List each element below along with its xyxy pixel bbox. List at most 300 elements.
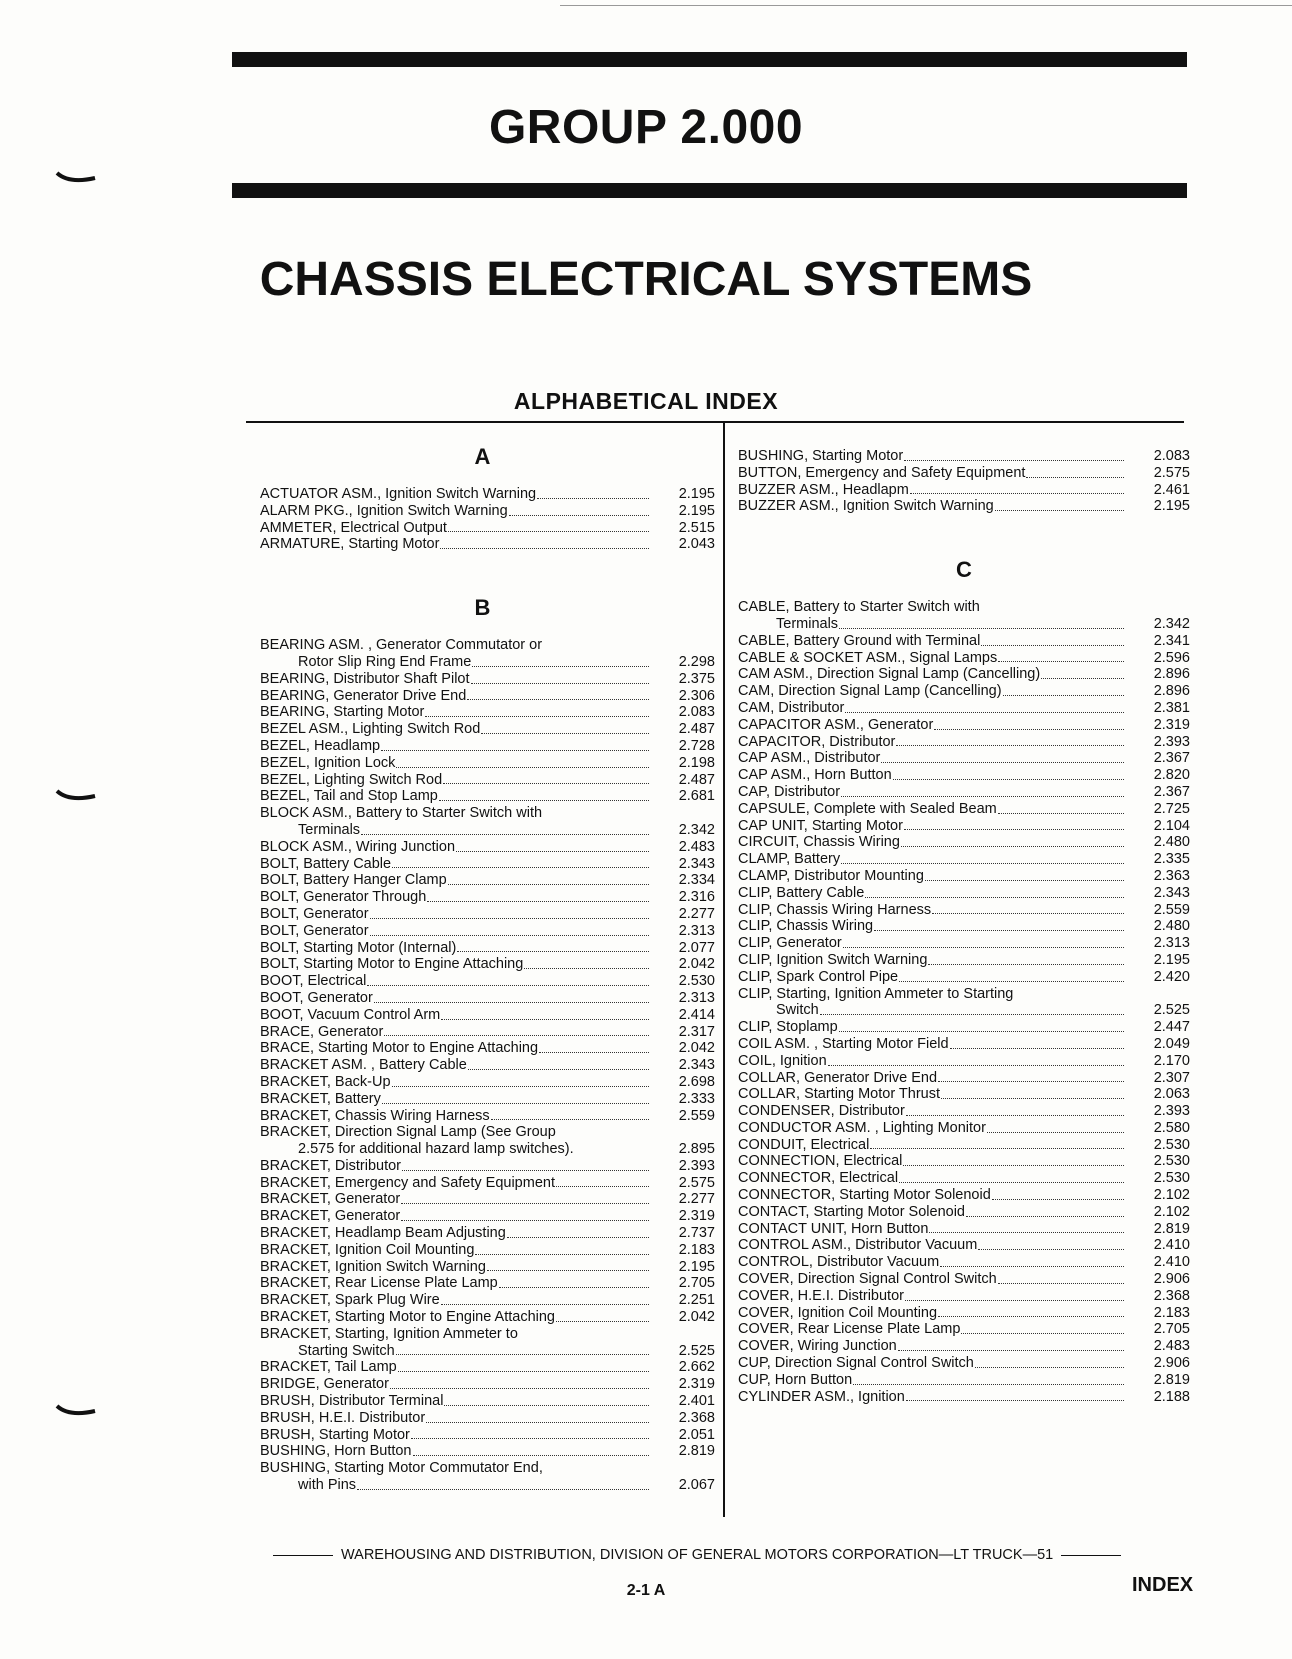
dot-leader — [932, 913, 1124, 914]
index-entry-page: 2.596 — [1153, 649, 1190, 666]
index-entry-text: CONTROL, Distributor Vacuum — [738, 1254, 940, 1271]
index-entry-page: 2.277 — [678, 905, 715, 922]
index-entry — [738, 1187, 1190, 1204]
index-entry — [260, 1376, 715, 1393]
footer-rule-right — [1061, 1555, 1121, 1556]
dot-leader — [995, 510, 1124, 511]
index-entry — [260, 688, 715, 705]
index-entry — [260, 755, 715, 772]
index-entry-text: BRACKET, Spark Plug Wire — [260, 1292, 440, 1309]
index-entry-text: BOLT, Generator Through — [260, 889, 427, 906]
index-entry-page: 2.313 — [678, 989, 715, 1006]
index-entry-page: 2.820 — [1153, 767, 1190, 784]
index-entry — [738, 700, 1190, 717]
dot-leader — [456, 851, 649, 852]
dot-leader — [507, 1237, 649, 1238]
index-entry — [260, 923, 715, 940]
index-entry — [260, 654, 715, 671]
index-entry — [260, 940, 715, 957]
index-entry-text: ARMATURE, Starting Motor — [260, 536, 440, 553]
index-entry — [738, 498, 1190, 515]
index-entry-text: CLAMP, Distributor Mounting — [738, 867, 924, 884]
index-entry-text: BLOCK ASM., Wiring Junction — [260, 838, 456, 855]
index-entry-page: 2.049 — [1153, 1035, 1190, 1052]
index-entry-page: 2.525 — [678, 1342, 715, 1359]
index-entry-text: BRACKET, Tail Lamp — [260, 1359, 397, 1376]
index-entry — [738, 1237, 1190, 1254]
dot-leader — [987, 1132, 1124, 1133]
index-entry-page: 2.316 — [678, 889, 715, 906]
dot-leader — [906, 1115, 1124, 1116]
index-entry-text: CAP UNIT, Starting Motor — [738, 817, 903, 834]
index-entry-page: 2.183 — [678, 1241, 715, 1258]
index-entry-page: 2.530 — [1153, 1170, 1190, 1187]
index-entry-text: BOOT, Electrical — [260, 973, 367, 990]
index-entry — [260, 1443, 715, 1460]
index-entry — [738, 885, 1190, 902]
binder-hole-mark — [55, 788, 97, 804]
dot-leader — [845, 712, 1124, 713]
dot-leader — [941, 1098, 1124, 1099]
dot-leader — [427, 901, 649, 902]
dot-leader — [874, 930, 1124, 931]
index-entry — [260, 872, 715, 889]
index-entry-page: 2.317 — [678, 1023, 715, 1040]
index-entry-page: 2.580 — [1153, 1119, 1190, 1136]
dot-leader — [938, 1316, 1124, 1317]
index-entry-text: CAM, Distributor — [738, 699, 845, 716]
index-entry-text: ACTUATOR ASM., Ignition Switch Warning — [260, 486, 537, 502]
index-entry — [738, 1321, 1190, 1338]
dot-leader — [509, 515, 649, 516]
dot-leader — [906, 1400, 1124, 1401]
dot-leader — [899, 981, 1124, 982]
dot-leader — [966, 1216, 1124, 1217]
index-entry-text: COIL, Ignition — [738, 1052, 827, 1069]
dot-leader — [426, 1422, 649, 1423]
dot-leader — [398, 1371, 649, 1372]
index-entry-text: CAPACITOR ASM., Generator — [738, 716, 934, 733]
dot-leader — [841, 796, 1124, 797]
index-entry-page: 2.461 — [1153, 481, 1190, 498]
index-entry-text: BRACKET, Back-Up — [260, 1073, 391, 1090]
index-entry-text: CLIP, Chassis Wiring Harness — [738, 901, 932, 918]
index-entry — [738, 683, 1190, 700]
index-entry-page: 2.819 — [1153, 1371, 1190, 1388]
index-entry-page: 2.195 — [678, 1258, 715, 1275]
index-entry-page: 2.333 — [678, 1090, 715, 1107]
index-entry — [738, 851, 1190, 868]
index-entry-text: CAPACITOR, Distributor — [738, 733, 896, 750]
index-entry — [260, 1343, 715, 1360]
index-entry — [260, 1091, 715, 1108]
index-entry — [738, 465, 1190, 482]
dot-leader — [901, 846, 1124, 847]
index-entry-page: 2.313 — [678, 922, 715, 939]
index-entry-page: 2.698 — [678, 1073, 715, 1090]
dot-leader — [370, 935, 649, 936]
index-entry-text: CONTROL ASM., Distributor Vacuum — [738, 1237, 978, 1254]
second-rule — [232, 183, 1187, 198]
index-entry — [260, 856, 715, 873]
index-entry — [260, 1158, 715, 1175]
index-entry-text: BRUSH, Starting Motor — [260, 1426, 410, 1443]
index-entry — [738, 1338, 1190, 1355]
index-top-rule — [246, 421, 1184, 423]
index-entry-page: 2.525 — [1153, 1002, 1190, 1019]
index-entry-page: 2.363 — [1153, 867, 1190, 884]
index-entry-page: 2.487 — [678, 721, 715, 738]
index-entry-heading: BLOCK ASM., Battery to Starter Switch with — [260, 805, 543, 822]
index-entry-page: 2.487 — [678, 771, 715, 788]
index-entry — [738, 1137, 1190, 1154]
dot-leader — [401, 1203, 649, 1204]
index-entry — [738, 1070, 1190, 1087]
index-column-left — [260, 440, 715, 1494]
index-entry-page: 2.410 — [1153, 1254, 1190, 1271]
index-entry-page: 2.251 — [678, 1292, 715, 1309]
index-entry-text: BUZZER ASM., Headlapm — [738, 481, 909, 498]
index-entry — [738, 952, 1190, 969]
dot-leader — [471, 683, 649, 684]
dot-leader — [374, 1002, 649, 1003]
dot-leader — [899, 1182, 1124, 1183]
index-entry — [260, 503, 715, 520]
index-entry-text: COVER, Direction Signal Control Switch — [738, 1271, 997, 1288]
dot-leader — [940, 1266, 1124, 1267]
index-entry — [260, 956, 715, 973]
dot-leader — [467, 699, 649, 700]
index-entry-page: 2.515 — [678, 519, 715, 536]
index-entry — [260, 1108, 715, 1125]
index-entry — [738, 818, 1190, 835]
index-entry-page: 2.447 — [1153, 1019, 1190, 1036]
index-entry-text: BRUSH, H.E.I. Distributor — [260, 1409, 426, 1426]
index-entry-text: COVER, Ignition Coil Mounting — [738, 1304, 938, 1321]
index-entry — [260, 1024, 715, 1041]
index-entry-page: 2.575 — [678, 1174, 715, 1191]
index-entry-heading: BUSHING, Starting Motor Commutator End, — [260, 1460, 543, 1477]
dot-leader — [841, 863, 1124, 864]
index-entry — [738, 1271, 1190, 1288]
index-entry-text: CONDENSER, Distributor — [738, 1103, 905, 1120]
index-entry-text: CIRCUIT, Chassis Wiring — [738, 834, 900, 851]
index-entry-text: AMMETER, Electrical Output — [260, 519, 447, 536]
index-entry — [738, 1204, 1190, 1221]
index-entry-page: 2.195 — [1153, 951, 1190, 968]
index-entry — [260, 704, 715, 721]
index-entry-page: 2.401 — [678, 1393, 715, 1410]
index-entry — [260, 1040, 715, 1057]
index-entry-page: 2.341 — [1153, 632, 1190, 649]
index-entry — [738, 717, 1190, 734]
index-entry — [260, 738, 715, 755]
dot-leader — [998, 813, 1124, 814]
index-entry-text: BRACKET, Distributor — [260, 1157, 402, 1174]
index-entry-text: CLIP, Chassis Wiring — [738, 918, 874, 935]
index-entry-page: 2.319 — [678, 1208, 715, 1225]
index-entry — [260, 486, 715, 503]
index-entry — [738, 448, 1190, 465]
group-title: GROUP 2.000 — [488, 101, 804, 154]
index-column-right — [738, 448, 1190, 1405]
index-entry-text: BRACKET, Generator — [260, 1191, 401, 1208]
index-entry-text: CONNECTION, Electrical — [738, 1153, 903, 1170]
index-entry — [260, 1309, 715, 1326]
index-entry — [260, 1393, 715, 1410]
dot-leader — [402, 1170, 649, 1171]
index-entry-text: CAPSULE, Complete with Sealed Beam — [738, 800, 997, 817]
index-entry-page: 2.530 — [1153, 1136, 1190, 1153]
dot-leader — [881, 762, 1124, 763]
index-entry-page: 2.195 — [678, 486, 715, 502]
index-entry — [738, 834, 1190, 851]
index-entry-text: BEZEL, Ignition Lock — [260, 754, 396, 771]
index-entry-text: CLIP, Stoplamp — [738, 1019, 838, 1036]
index-entry-page: 2.195 — [678, 502, 715, 519]
index-entry-text: COVER, Rear License Plate Lamp — [738, 1321, 961, 1338]
index-entry-text: COLLAR, Starting Motor Thrust — [738, 1086, 941, 1103]
index-entry-page: 2.480 — [1153, 834, 1190, 851]
index-entry-page: 2.183 — [1153, 1304, 1190, 1321]
binder-hole-mark — [55, 1403, 97, 1419]
index-entry-page: 2.559 — [1153, 901, 1190, 918]
dot-leader — [1026, 477, 1124, 478]
index-entry-page: 2.367 — [1153, 783, 1190, 800]
dot-leader — [1003, 695, 1124, 696]
dot-leader — [396, 767, 649, 768]
index-entry — [738, 868, 1190, 885]
index-entry-text: BUTTON, Emergency and Safety Equipment — [738, 464, 1026, 481]
index-entry-page: 2.480 — [1153, 918, 1190, 935]
dot-leader — [928, 964, 1124, 965]
index-entry — [260, 1225, 715, 1242]
dot-leader — [975, 1367, 1124, 1368]
index-entry-page: 2.042 — [678, 1309, 715, 1326]
top-rule — [232, 52, 1187, 67]
index-entry — [738, 935, 1190, 952]
index-entry-text: CABLE, Battery Ground with Terminal — [738, 632, 981, 649]
dot-leader — [475, 1254, 649, 1255]
dot-leader — [929, 1232, 1124, 1233]
index-entry — [738, 767, 1190, 784]
index-entry — [738, 616, 1190, 633]
index-entry-text: CLIP, Ignition Switch Warning — [738, 951, 928, 968]
index-entry-text: BOOT, Vacuum Control Arm — [260, 1006, 441, 1023]
dot-leader — [961, 1333, 1124, 1334]
index-entry-text: Terminals — [776, 615, 839, 632]
dot-leader — [539, 1052, 649, 1053]
dot-leader — [468, 1069, 649, 1070]
index-entry-page: 2.414 — [678, 1006, 715, 1023]
index-entry-text: BUSHING, Starting Motor — [738, 448, 904, 464]
dot-leader — [499, 1287, 649, 1288]
index-entry-page: 2.319 — [678, 1376, 715, 1393]
index-entry — [260, 839, 715, 856]
index-entry-page: 2.737 — [678, 1225, 715, 1242]
index-entry-text: BEARING, Distributor Shaft Pilot — [260, 670, 470, 687]
dot-leader — [903, 1165, 1124, 1166]
index-entry-page: 2.559 — [678, 1107, 715, 1124]
index-entry — [260, 1057, 715, 1074]
index-entry — [738, 1305, 1190, 1322]
index-entry-text: BRACE, Generator — [260, 1023, 384, 1040]
index-entry-text: CONTACT UNIT, Horn Button — [738, 1220, 929, 1237]
index-entry-page: 2.077 — [678, 939, 715, 956]
index-entry-text: CAM, Direction Signal Lamp (Cancelling) — [738, 683, 1002, 700]
index-entry — [260, 520, 715, 537]
dot-leader — [392, 867, 649, 868]
index-entry-text: BRACKET, Headlamp Beam Adjusting — [260, 1225, 506, 1242]
index-entry-page: 2.575 — [1153, 464, 1190, 481]
index-entry-heading: CABLE, Battery to Starter Switch with — [738, 599, 980, 616]
index-entry — [738, 666, 1190, 683]
dot-leader — [820, 1014, 1124, 1015]
index-entry — [260, 973, 715, 990]
index-entry-page: 2.819 — [678, 1443, 715, 1460]
index-entry-text: CABLE & SOCKET ASM., Signal Lamps — [738, 649, 998, 666]
dot-leader — [934, 729, 1124, 730]
column-divider — [723, 423, 725, 1517]
index-entry-page: 2.393 — [1153, 733, 1190, 750]
index-entry-page: 2.188 — [1153, 1388, 1190, 1405]
index-entry-text: CAP ASM., Distributor — [738, 750, 881, 767]
index-entry — [738, 1053, 1190, 1070]
index-entry-text: CLAMP, Battery — [738, 851, 841, 868]
publisher-line: WAREHOUSING AND DISTRIBUTION, DIVISION OF GENERAL MOTORS CORPORATION—LT TRUCK—51 — [341, 1547, 1054, 1563]
dot-leader — [904, 829, 1124, 830]
index-entry-page: 2.298 — [678, 653, 715, 670]
index-entry-text: BEARING, Starting Motor — [260, 704, 425, 721]
index-entry-text: BRACKET ASM. , Battery Cable — [260, 1057, 467, 1074]
dot-leader — [392, 1086, 649, 1087]
index-entry-text: BRIDGE, Generator — [260, 1376, 389, 1393]
index-entry — [260, 906, 715, 923]
dot-leader — [843, 947, 1124, 948]
index-entry — [260, 1359, 715, 1376]
index-entry-page: 2.042 — [678, 956, 715, 973]
dot-leader — [382, 1103, 649, 1104]
index-entry-text: ALARM PKG., Ignition Switch Warning — [260, 502, 508, 519]
index-entry — [260, 1208, 715, 1225]
dot-leader — [1041, 678, 1124, 679]
index-entry-text: 2.575 for additional hazard lamp switches). — [298, 1141, 574, 1158]
index-entry-text: CUP, Direction Signal Control Switch — [738, 1355, 974, 1372]
index-entry-text: CAM ASM., Direction Signal Lamp (Cancelling) — [738, 666, 1041, 683]
dot-leader — [411, 1438, 649, 1439]
index-entry-page: 2.662 — [678, 1359, 715, 1376]
index-entry-page: 2.102 — [1153, 1187, 1190, 1204]
section-letter: C — [956, 557, 972, 583]
footer-rule-left — [273, 1555, 333, 1556]
index-entry-page: 2.319 — [1153, 716, 1190, 733]
index-entry-page: 2.368 — [1153, 1287, 1190, 1304]
index-entry-text: BRACKET, Chassis Wiring Harness — [260, 1107, 490, 1124]
index-entry — [738, 650, 1190, 667]
dot-leader — [425, 716, 649, 717]
index-entry-text: BRACE, Starting Motor to Engine Attaching — [260, 1040, 539, 1057]
index-entry — [738, 1355, 1190, 1372]
dot-leader — [870, 1148, 1124, 1149]
index-entry-text: Rotor Slip Ring End Frame — [298, 653, 472, 670]
index-entry-page: 2.342 — [678, 821, 715, 838]
index-entry-text: BRACKET, Generator — [260, 1208, 401, 1225]
index-entry-page: 2.420 — [1153, 968, 1190, 985]
index-entry — [738, 784, 1190, 801]
index-entry — [738, 1254, 1190, 1271]
index-entry-text: CONDUCTOR ASM. , Lighting Monitor — [738, 1119, 986, 1136]
dot-leader — [487, 1270, 649, 1271]
dot-leader — [384, 1035, 649, 1036]
index-entry-text: BUSHING, Horn Button — [260, 1443, 412, 1460]
index-entry-text: CYLINDER ASM., Ignition — [738, 1388, 905, 1405]
dot-leader — [361, 834, 649, 835]
index-entry — [738, 969, 1190, 986]
index-entry — [738, 734, 1190, 751]
index-entry-page: 2.343 — [678, 855, 715, 872]
index-entry-page: 2.368 — [678, 1409, 715, 1426]
index-entry — [738, 1153, 1190, 1170]
index-entry-page: 2.067 — [678, 1477, 715, 1494]
dot-leader — [904, 460, 1124, 461]
index-entry — [260, 721, 715, 738]
index-entry-text: BOOT, Generator — [260, 989, 373, 1006]
index-entry-page: 2.198 — [678, 754, 715, 771]
index-entry-text: BOLT, Starting Motor (Internal) — [260, 939, 457, 956]
index-entry-text: COIL ASM. , Starting Motor Field — [738, 1035, 949, 1052]
dot-leader — [524, 968, 649, 969]
section-letter: A — [474, 444, 491, 469]
index-entry-page: 2.530 — [1153, 1153, 1190, 1170]
index-title: ALPHABETICAL INDEX — [513, 388, 779, 414]
index-entry-page: 2.381 — [1153, 699, 1190, 716]
dot-leader — [401, 1220, 649, 1221]
dot-leader — [444, 1405, 649, 1406]
index-entry — [260, 1259, 715, 1276]
index-entry — [260, 772, 715, 789]
index-entry — [738, 1002, 1190, 1019]
index-entry — [738, 902, 1190, 919]
index-entry-text: BEZEL, Lighting Switch Rod — [260, 771, 443, 788]
index-entry — [260, 1191, 715, 1208]
index-entry-page: 2.895 — [678, 1141, 715, 1158]
dot-leader — [905, 1300, 1124, 1301]
binder-hole-mark — [55, 170, 97, 186]
index-entry-text: BUZZER ASM., Ignition Switch Warning — [738, 498, 994, 515]
index-entry-page: 2.681 — [678, 788, 715, 805]
index-entry-text: BOLT, Battery Cable — [260, 855, 392, 872]
index-entry-text: CONNECTOR, Starting Motor Solenoid — [738, 1187, 991, 1204]
dot-leader — [381, 750, 649, 751]
index-entry-heading: CLIP, Starting, Ignition Ammeter to Starting — [738, 985, 1014, 1002]
index-entry — [738, 1389, 1190, 1406]
index-entry-text: Switch — [776, 1002, 819, 1019]
index-entry — [260, 822, 715, 839]
index-entry — [260, 536, 715, 553]
index-entry — [738, 750, 1190, 767]
index-entry-page: 2.728 — [678, 737, 715, 754]
index-entry-page: 2.483 — [678, 838, 715, 855]
index-entry — [738, 482, 1190, 499]
index-entry-text: BRACKET, Ignition Switch Warning — [260, 1258, 486, 1275]
dot-leader — [938, 1081, 1124, 1082]
index-entry-page: 2.483 — [1153, 1338, 1190, 1355]
index-entry — [738, 1120, 1190, 1137]
index-entry — [260, 788, 715, 805]
index-entry-page: 2.896 — [1153, 683, 1190, 700]
dot-leader — [491, 1119, 649, 1120]
index-entry-text: CONNECTOR, Electrical — [738, 1170, 899, 1187]
